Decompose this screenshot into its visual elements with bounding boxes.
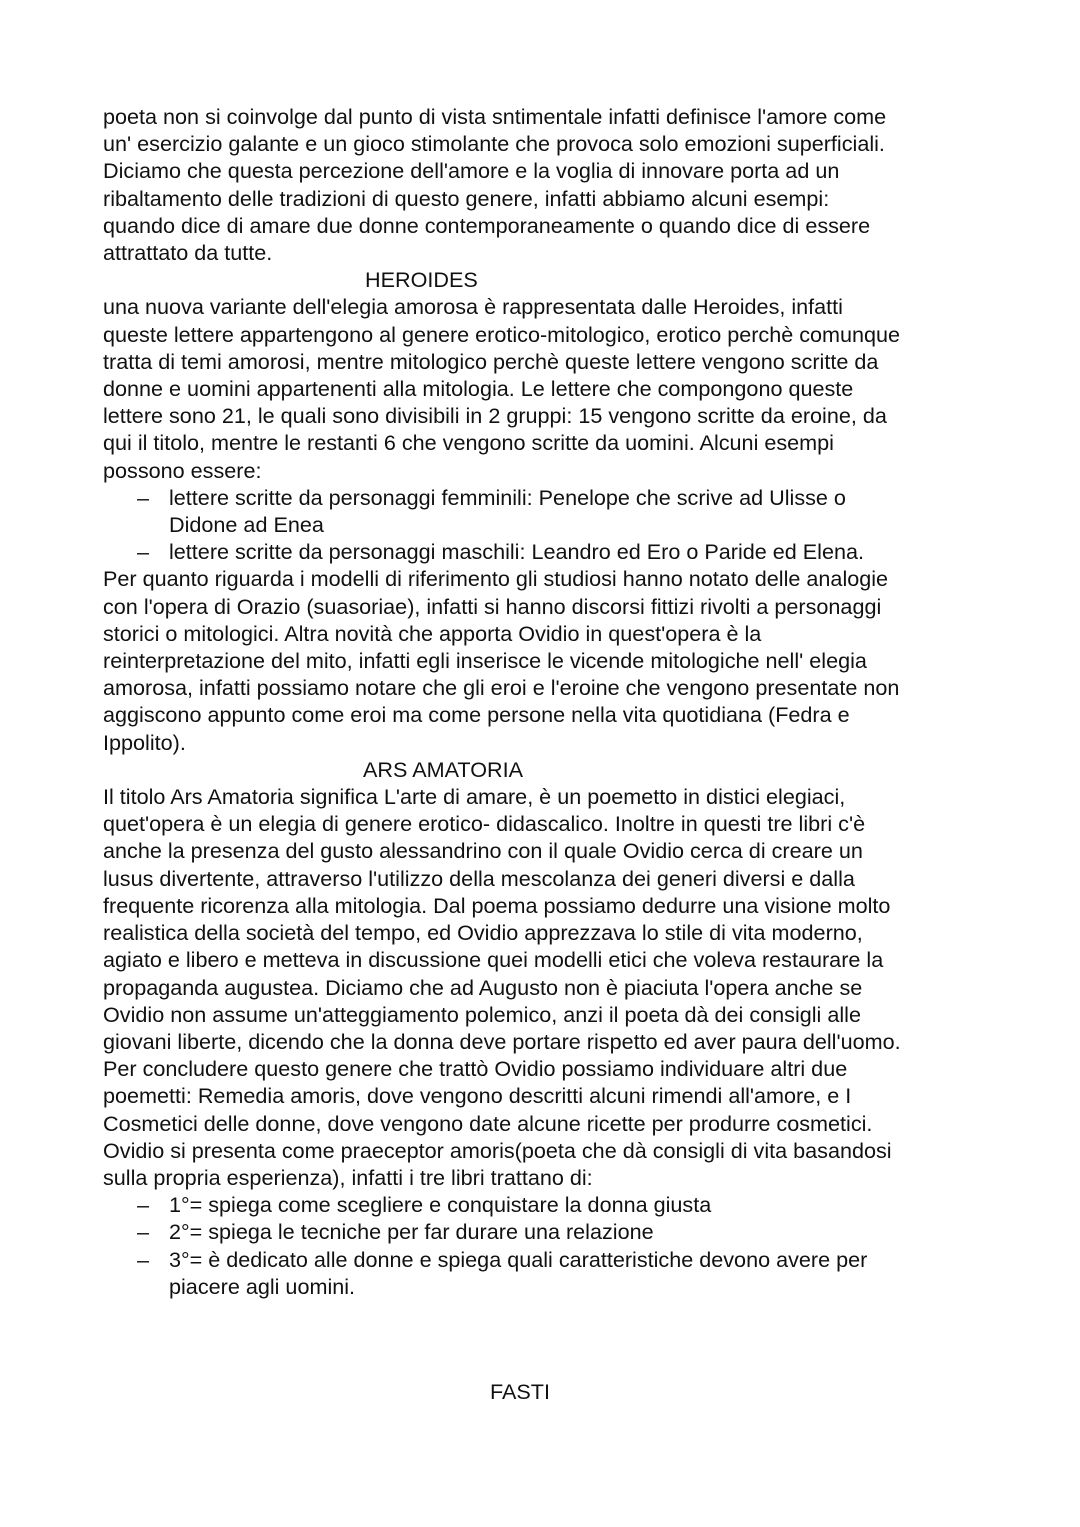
text-line: piacere agli uomini. (169, 1273, 356, 1299)
section-heading-fasti: FASTI (490, 1379, 550, 1404)
list-item (103, 1191, 983, 1218)
dash-bullet-icon: – (137, 1219, 150, 1245)
dash-bullet-icon: – (137, 1246, 150, 1272)
text-line: lettere scritte da personaggi maschili: Leandro ed Ero o Paride ed Elena. (169, 539, 865, 565)
text-line: queste lettere appartengono al genere erotico-mitologico, erotico perchè comunque (103, 321, 901, 347)
text-line: realistica della società del tempo, ed Ovidio apprezzava lo stile di vita moderno, (103, 920, 863, 946)
section-heading-heroides: HEROIDES (365, 267, 478, 293)
list-item (103, 1246, 983, 1300)
text-line: una nuova variante dell'elegia amorosa è rappresentata dalle Heroides, infatti (103, 294, 843, 320)
text-line: attrattato da tutte. (103, 240, 273, 266)
heroides-bullet-list (103, 484, 983, 566)
text-line: Diciamo che questa percezione dell'amore e la voglia di innovare porta ad un (103, 158, 840, 184)
text-line: possono essere: (103, 457, 262, 483)
ars-amatoria-bullet-list (103, 1191, 983, 1300)
text-line: Didone ad Enea (169, 512, 324, 538)
text-line: amorosa, infatti possiamo notare che gli eroi e l'eroine che vengono presentate non (103, 675, 900, 701)
text-line: Ovidio non assume un'atteggiamento polemico, anzi il poeta dà dei consigli alle (103, 1001, 861, 1027)
list-item (103, 484, 983, 538)
text-line: storici o mitologici. Altra novità che apporta Ovidio in quest'opera è la (103, 620, 762, 646)
text-line: Ovidio si presenta come praeceptor amoris(poeta che dà consigli di vita basandosi (103, 1137, 892, 1163)
text-line: ribaltamento delle tradizioni di questo genere, infatti abbiamo alcuni esempi: (103, 185, 830, 211)
text-line: donne e uomini appartenenti alla mitologia. Le lettere che compongono queste (103, 376, 854, 402)
text-line: 3°= è dedicato alle donne e spiega quali caratteristiche devono avere per (169, 1246, 868, 1272)
text-line: 2°= spiega le tecniche per far durare una relazione (169, 1219, 654, 1245)
dash-bullet-icon: – (137, 484, 150, 510)
text-line: 1°= spiega come scegliere e conquistare la donna giusta (169, 1192, 712, 1218)
text-line: reinterpretazione del mito, infatti egli inserisce le vicende mitologiche nell' elegia (103, 648, 867, 674)
text-line: un' esercizio galante e un gioco stimolante che provoca solo emozioni superficiali. (103, 131, 885, 157)
ars-amatoria-paragraph (103, 783, 983, 1191)
text-line: quet'opera è un elegia di genere erotico- didascalico. Inoltre in questi tre libri c'è (103, 811, 866, 837)
document-page (103, 103, 983, 1300)
heroides-paragraph (103, 293, 983, 483)
text-line: giovani liberte, dicendo che la donna deve portare rispetto ed aver paura dell'uomo. (103, 1028, 901, 1054)
text-line: lusus divertente, attraverso l'utilizzo della mescolanza dei generi diversi e dalla (103, 865, 855, 891)
text-line: lettere scritte da personaggi femminili: Penelope che scrive ad Ulisse o (169, 484, 846, 510)
text-line: agiato e libero e metteva in discussione quei modelli etici che voleva restaurare la (103, 947, 884, 973)
text-line: con l'opera di Orazio (suasoriae), infatti si hanno discorsi fittizi rivolti a personaggi (103, 593, 882, 619)
intro-paragraph (103, 103, 983, 266)
text-line: qui il titolo, mentre le restanti 6 che vengono scritte da uomini. Alcuni esempi (103, 430, 834, 456)
text-line: sulla propria esperienza), infatti i tre libri trattano di: (103, 1164, 593, 1190)
list-item (103, 538, 983, 565)
list-item (103, 1218, 983, 1245)
dash-bullet-icon: – (137, 539, 150, 565)
text-line: frequente ricorenza alla mitologia. Dal poema possiamo dedurre una visione molto (103, 892, 891, 918)
text-line: lettere sono 21, le quali sono divisibili in 2 gruppi: 15 vengono scritte da eroine, da (103, 403, 887, 429)
text-line: Per concludere questo genere che trattò Ovidio possiamo individuare altri due (103, 1056, 848, 1082)
text-line: Cosmetici delle donne, dove vengono date alcune ricette per produrre cosmetici. (103, 1110, 873, 1136)
text-line: Per quanto riguarda i modelli di riferimento gli studiosi hanno notato delle analogie (103, 566, 889, 592)
text-line: tratta di temi amorosi, mentre mitologico perchè queste lettere vengono scritte da (103, 348, 879, 374)
text-line: quando dice di amare due donne contemporaneamente o quando dice di essere (103, 212, 871, 238)
text-line: aggiscono appunto come eroi ma come persone nella vita quotidiana (Fedra e (103, 702, 850, 728)
text-line: poeta non si coinvolge dal punto di vista sntimentale infatti definisce l'amore come (103, 104, 887, 129)
dash-bullet-icon: – (137, 1192, 150, 1218)
text-line: poemetti: Remedia amoris, dove vengono descritti alcuni rimendi all'amore, e I (103, 1083, 852, 1109)
text-line: Ippolito). (103, 729, 186, 755)
section-heading-ars-amatoria: ARS AMATORIA (363, 756, 523, 782)
text-line: Il titolo Ars Amatoria significa L'arte di amare, è un poemetto in distici elegiaci, (103, 784, 846, 810)
heroides-models-paragraph (103, 565, 983, 755)
text-line: anche la presenza del gusto alessandrino con il quale Ovidio cerca di creare un (103, 838, 863, 864)
text-line: propaganda augustea. Diciamo che ad Augusto non è piaciuta l'opera anche se (103, 974, 863, 1000)
